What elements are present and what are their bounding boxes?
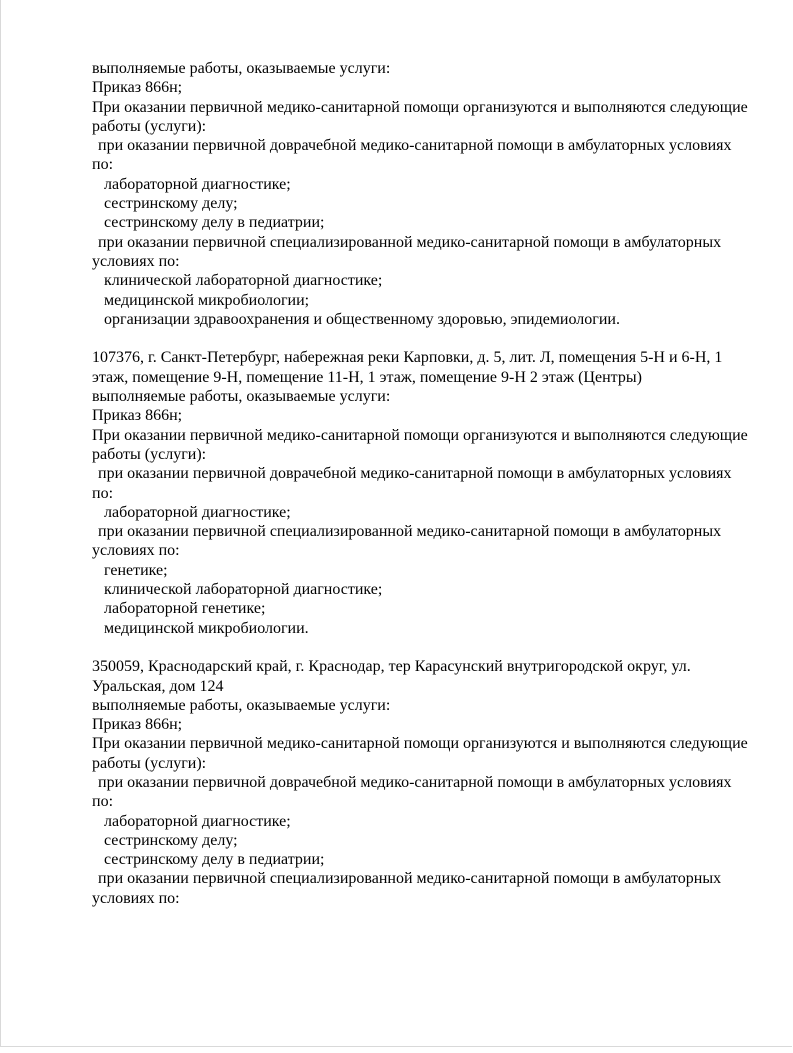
text-line: работы (услуги): — [92, 117, 207, 135]
text-line: условиях по: — [92, 252, 180, 270]
section-label: выполняемые работы, оказываемые услуги: — [92, 388, 391, 406]
service-item: лабораторной диагностике; — [104, 175, 291, 193]
text-line: При оказании первичной медико-санитарной помощи организуются и выполняются следующие — [92, 735, 748, 753]
text-line: при оказании первичной доврачебной медико-санитарной помощи в амбулаторных условиях — [98, 137, 732, 155]
service-item: лабораторной диагностике; — [104, 812, 291, 830]
service-item: лабораторной диагностике; — [104, 503, 291, 521]
section-label: выполняемые работы, оказываемые услуги: — [92, 696, 391, 714]
text-line: при оказании первичной специализированной медико-санитарной помощи в амбулаторных — [98, 870, 722, 888]
works-services-block-2 — [92, 348, 772, 637]
service-item: организации здравоохранения и общественному здоровью, эпидемиологии. — [104, 310, 620, 328]
works-services-block-3 — [92, 657, 772, 908]
text-line: при оказании первичной специализированной медико-санитарной помощи в амбулаторных — [98, 233, 722, 251]
section-label: выполняемые работы, оказываемые услуги: — [92, 60, 391, 77]
service-item: сестринскому делу; — [104, 195, 238, 213]
document-content — [92, 59, 772, 908]
works-services-block-1 — [92, 59, 772, 329]
text-line: по: — [92, 793, 114, 811]
text-line: условиях по: — [92, 542, 180, 560]
text-line: При оказании первичной медико-санитарной помощи организуются и выполняются следующие — [92, 426, 748, 444]
service-item: медицинской микробиологии; — [104, 291, 310, 309]
order-reference: Приказ 866н; — [92, 407, 183, 425]
service-item: сестринскому делу; — [104, 831, 238, 849]
order-reference: Приказ 866н; — [92, 716, 183, 734]
service-item: сестринскому делу в педиатрии; — [104, 214, 325, 232]
service-item: генетике; — [104, 561, 168, 579]
service-item: медицинской микробиологии. — [104, 619, 309, 637]
text-line: при оказании первичной специализированной медико-санитарной помощи в амбулаторных — [98, 523, 722, 541]
text-line: по: — [92, 484, 114, 502]
text-line: по: — [92, 156, 114, 174]
text-line: при оказании первичной доврачебной медико-санитарной помощи в амбулаторных условиях — [98, 465, 732, 483]
text-line: работы (услуги): — [92, 445, 207, 463]
service-item: лабораторной генетике; — [104, 600, 266, 618]
service-item: клинической лабораторной диагностике; — [104, 272, 383, 290]
text-line: работы (услуги): — [92, 754, 207, 772]
text-line: При оказании первичной медико-санитарной помощи организуются и выполняются следующие — [92, 98, 748, 116]
address-line: Уральская, дом 124 — [92, 677, 224, 695]
address-line: этаж, помещение 9-Н, помещение 11-Н, 1 этаж, помещение 9-Н 2 этаж (Центры) — [92, 368, 642, 386]
text-line: условиях по: — [92, 889, 180, 907]
service-item: сестринскому делу в педиатрии; — [104, 851, 325, 869]
address-line: 350059, Краснодарский край, г. Краснодар, тер Карасунский внутригородской округ, ул. — [92, 658, 691, 676]
text-line: при оказании первичной доврачебной медико-санитарной помощи в амбулаторных условиях — [98, 773, 732, 791]
order-reference: Приказ 866н; — [92, 79, 183, 97]
service-item: клинической лабораторной диагностике; — [104, 581, 383, 599]
address-line: 107376, г. Санкт-Петербург, набережная реки Карповки, д. 5, лит. Л, помещения 5-Н и 6-Н, 1 — [92, 349, 723, 367]
